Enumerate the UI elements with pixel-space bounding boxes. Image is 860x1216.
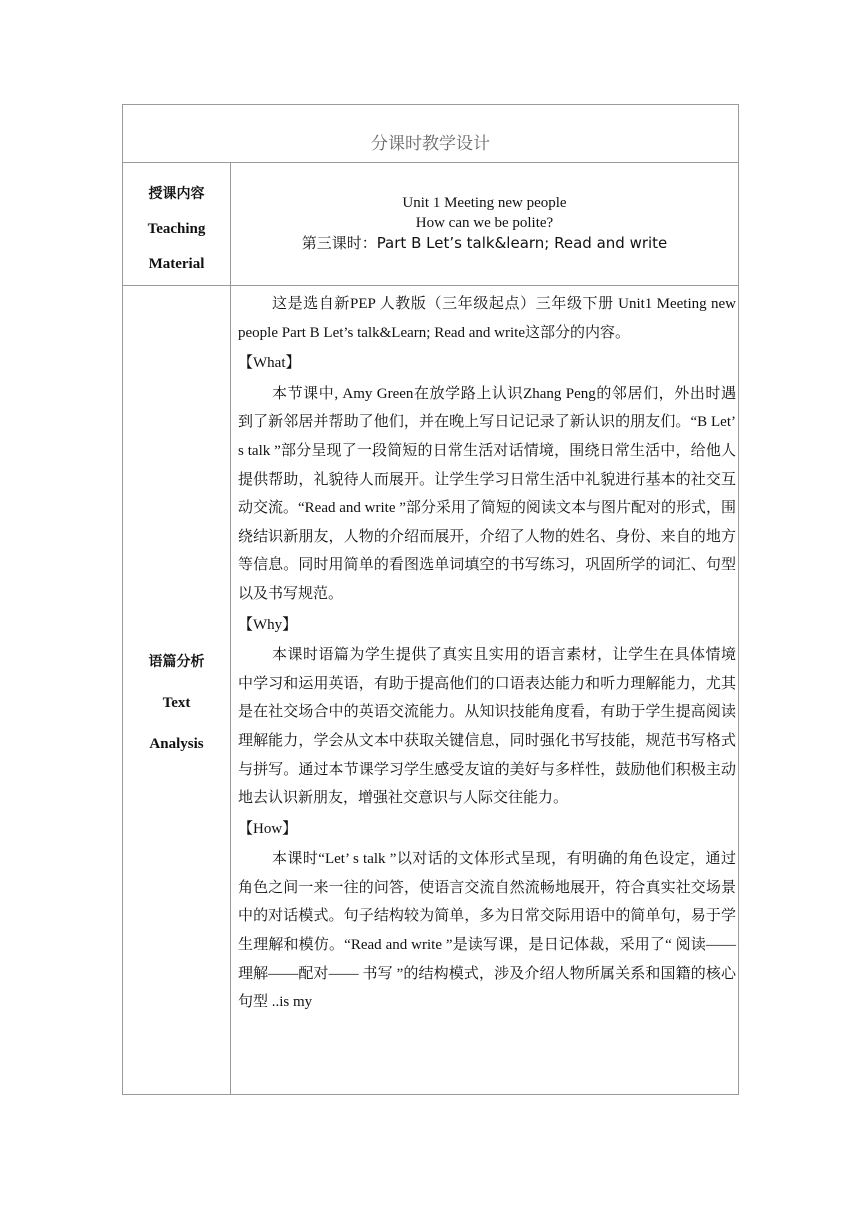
why-heading: 【Why】 xyxy=(238,616,298,633)
text-analysis-label-en-1: Text xyxy=(162,695,191,711)
text-analysis-label-en-2: Analysis xyxy=(149,736,204,752)
teaching-material-label-en-2: Material xyxy=(148,256,205,272)
intro-paragraph: 这是选自新PEP 人教版（三年级起点）三年级下册 Unit1 Meeting new people Part B Let’s talk&Learn; Read and write这部分的内容。 xyxy=(238,296,736,341)
unit-question: How can we be polite? xyxy=(415,215,554,231)
text-analysis-row xyxy=(123,286,738,1094)
what-paragraph: 本节课中, Amy Green在放学路上认识Zhang Peng的邻居们，外出时遇到了新邻居并帮助了他们，并在晚上写日记记录了新认识的朋友们。“B Let’ s talk ”部分呈现了一段简短的日常生活对话情境，围绕日常生活中，给他人提供帮助，礼貌待人而展开。让学生学习日常生活中礼貌进行基本的社交互动交流。“Read and write ”部分采用了简短的阅读文本与图片配对的形式，围绕结识新朋友，人物的介绍而展开，介绍了人物的姓名、身份、来自的地方等信息。同时用简单的看图选单词填空的书写练习，巩固所学的词汇、句型以及书写规范。 xyxy=(238,385,736,602)
text-analysis-content xyxy=(238,290,736,1017)
lesson-design-table xyxy=(122,104,739,1095)
teaching-material-label-cn: 授课内容 xyxy=(148,186,205,202)
teaching-material-label-en-1: Teaching xyxy=(147,221,206,237)
what-heading: 【What】 xyxy=(238,355,301,372)
table-title: 分课时教学设计 xyxy=(123,105,738,163)
unit-title: Unit 1 Meeting new people xyxy=(402,195,567,211)
text-analysis-label xyxy=(123,642,230,765)
teaching-material-label xyxy=(123,177,230,282)
why-paragraph: 本课时语篇为学生提供了真实且实用的语言素材，让学生在具体情境中学习和运用英语，有助于提高他们的口语表达能力和听力理解能力，尤其是在社交场合中的英语交流能力。从知识技能角度看，有助于学生提高阅读理解能力，学会从文本中获取关键信息，同时强化书写技能，规范书写格式与拼写。通过本节课学习学生感受友谊的美好与多样性，鼓励他们积极主动地去认识新朋友，增强社交意识与人际交往能力。 xyxy=(238,647,736,807)
text-analysis-label-cn: 语篇分析 xyxy=(148,654,205,670)
lesson-period: 第三课时：Part B Let’s talk&learn; Read and write xyxy=(301,234,668,252)
teaching-material-row xyxy=(123,163,738,286)
how-paragraph: 本课时“Let’ s talk ”以对话的文体形式呈现，有明确的角色设定，通过角色之间一来一往的问答，使语言交流自然流畅地展开，符合真实社交场景中的对话模式。句子结构较为简单，多为日常交际用语中的简单句，易于学生理解和模仿。“Read and write ”是读写课，是日记体裁，采用了“ 阅读——理解——配对—— 书写 ”的结构模式，涉及介绍人物所属关系和国籍的核心句型 ..is my xyxy=(238,851,736,1011)
teaching-material-content xyxy=(231,193,738,253)
how-heading: 【How】 xyxy=(238,820,298,837)
